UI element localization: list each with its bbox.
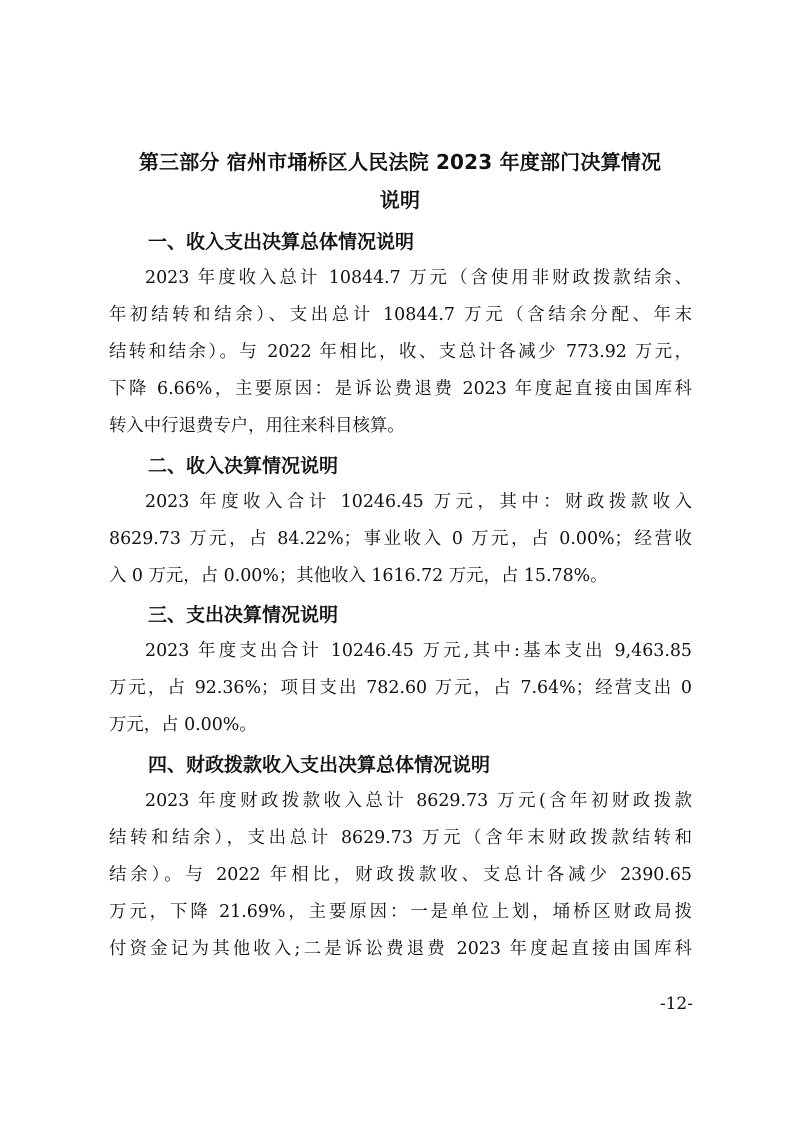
paragraph-line: 结转和结余），支出总计 8629.73 万元（含年末财政拨款结转和 <box>109 828 692 848</box>
section-heading-fiscal-appropriation: 四、财政拨款收入支出决算总体情况说明 <box>148 754 491 776</box>
paragraph-line: 万元，占 0.00%。 <box>109 715 257 735</box>
section-heading-overall: 一、收入支出决算总体情况说明 <box>148 231 415 253</box>
paragraph-line: 年初结转和结余）、支出总计 10844.7 万元（含结余分配、年末 <box>109 305 692 325</box>
section-heading-income: 二、收入决算情况说明 <box>148 455 339 477</box>
paragraph-line: 2023 年度收入合计 10246.45 万元，其中：财政拨款收入 <box>145 492 692 512</box>
document-title-continuation: 说明 <box>379 188 421 212</box>
paragraph-line: 转入中行退费专户，用往来科目核算。 <box>109 416 405 436</box>
paragraph-line: 入 0 万元，占 0.00%；其他收入 1616.72 万元，占 15.78%。 <box>109 566 608 586</box>
section-heading-expenditure: 三、支出决算情况说明 <box>148 604 339 626</box>
paragraph-line: 2023 年度财政拨款收入总计 8629.73 万元(含年初财政拨款 <box>145 791 692 811</box>
paragraph-line: 结转和结余）。与 2022 年相比，收、支总计各减少 773.92 万元， <box>109 342 692 362</box>
paragraph-line: 万元，下降 21.69%，主要原因：一是单位上划，埇桥区财政局拨 <box>109 902 692 922</box>
paragraph-line: 8629.73 万元，占 84.22%；事业收入 0 万元，占 0.00%；经营收 <box>109 529 692 549</box>
paragraph-line: 2023 年度支出合计 10246.45 万元,其中:基本支出 9,463.85 <box>145 641 692 661</box>
document-title: 第三部分 宿州市埇桥区人民法院 2023 年度部门决算情况 <box>138 150 662 174</box>
paragraph-line: 结余）。与 2022 年相比，财政拨款收、支总计各减少 2390.65 <box>109 865 692 885</box>
paragraph-line: 2023 年度收入总计 10844.7 万元（含使用非财政拨款结余、 <box>145 268 692 288</box>
paragraph-line: 付资金记为其他收入;二是诉讼费退费 2023 年度起直接由国库科 <box>109 939 692 959</box>
page-number: -12- <box>659 994 693 1014</box>
paragraph-line: 下降 6.66%，主要原因：是诉讼费退费 2023 年度起直接由国库科 <box>109 379 692 399</box>
paragraph-line: 万元，占 92.36%；项目支出 782.60 万元，占 7.64%；经营支出 0 <box>109 678 692 698</box>
